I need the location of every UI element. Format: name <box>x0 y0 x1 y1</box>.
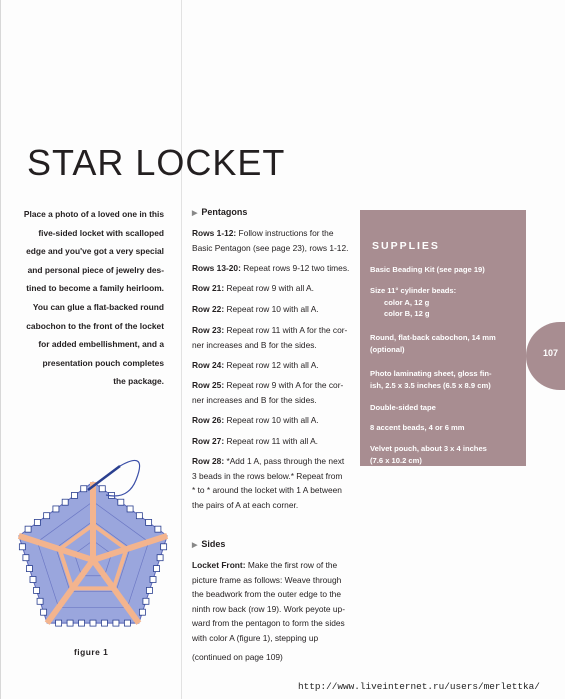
row-instruction <box>192 302 319 317</box>
continued-note: (continued on page 109) <box>192 652 283 662</box>
edge-bead <box>139 609 145 615</box>
row-label: Row 25: <box>192 380 225 390</box>
edge-bead <box>30 577 36 583</box>
edge-bead <box>127 506 133 512</box>
sides-text: the beadwork from the outer edge to the <box>192 589 341 599</box>
row-text: Repeat rows 9-12 two times. <box>240 263 350 273</box>
supply-line: Basic Beading Kit (see page 19) <box>370 265 485 274</box>
row-instruction <box>192 378 343 407</box>
row-text: Follow instructions for the <box>236 228 334 238</box>
supply-line: (7.6 x 10.2 cm) <box>370 455 422 465</box>
edge-bead <box>26 566 32 572</box>
edge-bead <box>25 526 31 532</box>
row-instruction <box>192 358 319 373</box>
row-text: Repeat row 11 with all A. <box>224 436 319 446</box>
page-number: 107 <box>543 348 559 358</box>
supply-item <box>370 332 496 355</box>
row-instruction <box>192 413 319 428</box>
edge-bead <box>79 620 85 626</box>
edge-bead <box>161 544 167 550</box>
edge-bead <box>71 492 77 498</box>
intro-line: and personal piece of jewelry des- <box>27 264 164 275</box>
row-text: Repeat row 10 with all A. <box>224 415 319 425</box>
row-instruction <box>192 434 318 449</box>
edge-bead <box>53 506 59 512</box>
intro-line: the package. <box>113 376 164 387</box>
supply-item <box>370 368 492 391</box>
pentagon-bead-diagram <box>8 440 178 640</box>
figure-caption: figure 1 <box>74 647 109 657</box>
edge-bead <box>146 587 152 593</box>
intro-line: edge and you've got a very special <box>26 246 164 257</box>
sides-heading <box>192 539 225 549</box>
intro-line: five-sided locket with scalloped <box>38 227 164 238</box>
thread-path <box>106 460 140 496</box>
intro-paragraph <box>18 205 164 391</box>
row-text: Repeat row 9 with A for the cor- <box>224 380 344 390</box>
pentagons-heading-text: Pentagons <box>201 207 248 217</box>
row-text: Basic Pentagon (see page 23), rows 1-12. <box>192 242 349 253</box>
supply-line: Velvet pouch, about 3 x 4 inches <box>370 444 487 453</box>
edge-bead <box>34 587 40 593</box>
sides-label: Locket Front: <box>192 560 246 570</box>
triangle-bullet-icon: ▶ <box>192 542 198 549</box>
supply-line: (optional) <box>370 344 405 354</box>
edge-bead <box>118 499 124 505</box>
supply-line: Size 11° cylinder beads: <box>370 286 457 295</box>
footer-url: http://www.liveinternet.ru/users/merlettka/ <box>298 681 540 692</box>
edge-bead <box>99 486 105 492</box>
sides-text: Make the first row of the <box>245 560 338 570</box>
row-text: * to * around the locket with 1 A between <box>192 485 342 495</box>
row-text: Repeat row 11 with A for the cor- <box>224 325 348 335</box>
sides-text: picture frame as follows: Weave through <box>192 574 342 585</box>
row-text: Repeat row 12 with all A. <box>224 360 319 370</box>
edge-bead <box>146 519 152 525</box>
edge-bead <box>150 577 156 583</box>
sides-heading-text: Sides <box>201 539 226 549</box>
row-text: *Add 1 A, pass through the next <box>224 456 345 466</box>
edge-bead <box>90 620 96 626</box>
pentagon-locket-figure <box>19 482 167 626</box>
supply-item <box>370 422 465 434</box>
row-label: Row 27: <box>192 436 225 446</box>
edge-bead <box>136 513 142 519</box>
row-instruction <box>192 226 348 255</box>
edge-bead <box>113 620 119 626</box>
intro-line: Place a photo of a loved one in this <box>23 209 164 219</box>
edge-bead <box>23 555 29 561</box>
sides-text: ward from the pentagon to form the sides <box>192 618 345 628</box>
intro-line: cabochon to the front of the locket <box>26 320 164 331</box>
edge-bead <box>41 609 47 615</box>
triangle-bullet-icon: ▶ <box>192 210 198 217</box>
edge-bead <box>34 519 40 525</box>
pentagons-heading <box>192 207 247 217</box>
row-text: 3 beads in the rows below.* Repeat from <box>192 470 343 481</box>
edge-bead <box>81 486 87 492</box>
supply-line: ish, 2.5 x 3.5 inches (6.5 x 8.9 cm) <box>370 380 491 390</box>
row-label: Row 22: <box>192 304 225 314</box>
intro-line: presentation pouch completes <box>42 357 164 368</box>
intro-line: You can glue a flat-backed round <box>32 301 164 312</box>
row-label: Row 23: <box>192 325 225 335</box>
supplies-title: SUPPLIES <box>372 240 440 252</box>
supply-item <box>370 402 436 414</box>
edge-bead <box>62 499 68 505</box>
row-instruction <box>192 261 349 276</box>
supply-item <box>370 443 487 466</box>
page-title: STAR LOCKET <box>27 142 286 183</box>
page-edge <box>0 0 1 699</box>
edge-bead <box>44 513 50 519</box>
edge-bead <box>37 598 43 604</box>
supply-line: color B, 12 g <box>384 309 430 318</box>
supply-line: color A, 12 g <box>384 297 430 307</box>
edge-bead <box>157 555 163 561</box>
row-instruction <box>192 323 347 352</box>
row-label: Row 21: <box>192 283 225 293</box>
row-label: Row 28: <box>192 456 225 466</box>
row-label: Row 24: <box>192 360 225 370</box>
row-instruction <box>192 454 344 512</box>
sides-text: ninth row back (row 19). Work peyote up- <box>192 603 345 614</box>
intro-line: tined to become a family heirloom. <box>26 283 164 294</box>
row-text: Repeat row 9 with all A. <box>224 283 314 293</box>
sides-text: with color A (figure 1), stepping up <box>192 632 319 643</box>
edge-bead <box>155 526 161 532</box>
row-label: Rows 1-12: <box>192 228 237 238</box>
supplies-panel <box>360 210 526 466</box>
row-instruction <box>192 281 314 296</box>
sides-paragraph <box>192 558 345 645</box>
row-text: ner increases and B for the sides. <box>192 339 317 350</box>
supply-item <box>370 285 456 320</box>
row-text: Repeat row 10 with all A. <box>224 304 319 314</box>
row-text: ner increases and B for the sides. <box>192 394 317 405</box>
edge-bead <box>143 598 149 604</box>
edge-bead <box>19 544 25 550</box>
row-label: Row 26: <box>192 415 225 425</box>
edge-bead <box>154 566 160 572</box>
supply-line: Round, flat-back cabochon, 14 mm <box>370 333 496 342</box>
intro-line: for added embellishment, and a <box>38 339 164 350</box>
edge-bead <box>67 620 73 626</box>
edge-bead <box>56 620 62 626</box>
supply-line: Photo laminating sheet, gloss fin- <box>370 369 492 378</box>
row-text: the pairs of A at each corner. <box>192 499 299 510</box>
edge-bead <box>124 620 130 626</box>
supply-line: 8 accent beads, 4 or 6 mm <box>370 423 465 432</box>
edge-bead <box>101 620 107 626</box>
row-label: Rows 13-20: <box>192 263 241 273</box>
column-divider <box>181 0 182 699</box>
supply-line: Double-sided tape <box>370 403 436 412</box>
supply-item <box>370 264 485 276</box>
